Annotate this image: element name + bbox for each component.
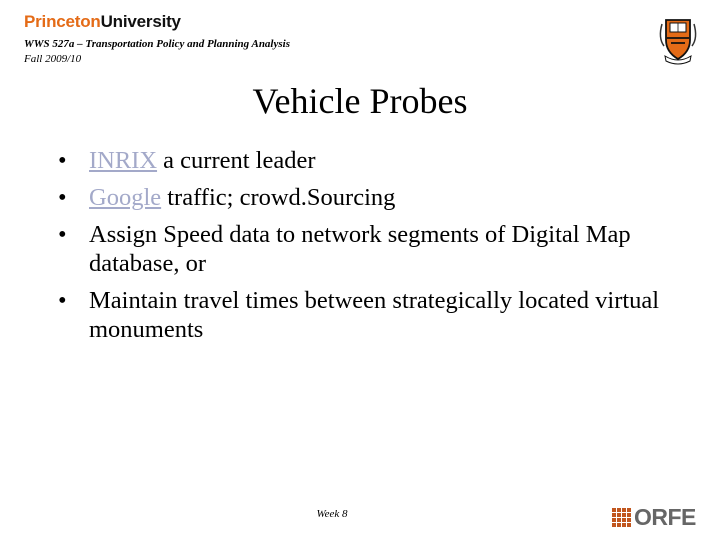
bullet-item bbox=[55, 183, 675, 212]
orfe-grid-logo-icon bbox=[612, 508, 631, 527]
princeton-university-wordmark bbox=[24, 12, 181, 32]
brand-university: University bbox=[100, 12, 181, 31]
bullet-item bbox=[55, 286, 675, 344]
bullet-text: Maintain travel times between strategically located virtual monuments bbox=[89, 287, 660, 343]
bullet-text: Assign Speed data to network segments of Digital Map database, or bbox=[89, 221, 631, 277]
orfe-logo-text: ORFE bbox=[634, 503, 696, 530]
course-title: WWS 527a – Transportation Policy and Planning Analysis bbox=[24, 38, 290, 50]
princeton-shield-seal-icon bbox=[652, 14, 704, 66]
slide-title: Vehicle Probes bbox=[252, 81, 468, 121]
bullet-marker: • bbox=[58, 287, 67, 314]
orfe-logo bbox=[612, 505, 696, 529]
bullet-list bbox=[55, 146, 675, 352]
bullet-text: a current leader bbox=[157, 147, 316, 174]
footer-week: Week 8 bbox=[316, 508, 348, 520]
course-term: Fall 2009/10 bbox=[24, 53, 82, 65]
bullet-item bbox=[55, 146, 675, 175]
bullet-marker: • bbox=[58, 221, 67, 248]
brand-princeton: Princeton bbox=[24, 12, 101, 31]
inrix-link[interactable]: INRIX bbox=[89, 147, 158, 174]
bullet-item bbox=[55, 220, 675, 278]
bullet-text: traffic; crowd.Sourcing bbox=[161, 184, 396, 211]
bullet-marker: • bbox=[58, 184, 67, 211]
google-link[interactable]: Google bbox=[89, 184, 162, 211]
bullet-marker: • bbox=[58, 147, 67, 174]
